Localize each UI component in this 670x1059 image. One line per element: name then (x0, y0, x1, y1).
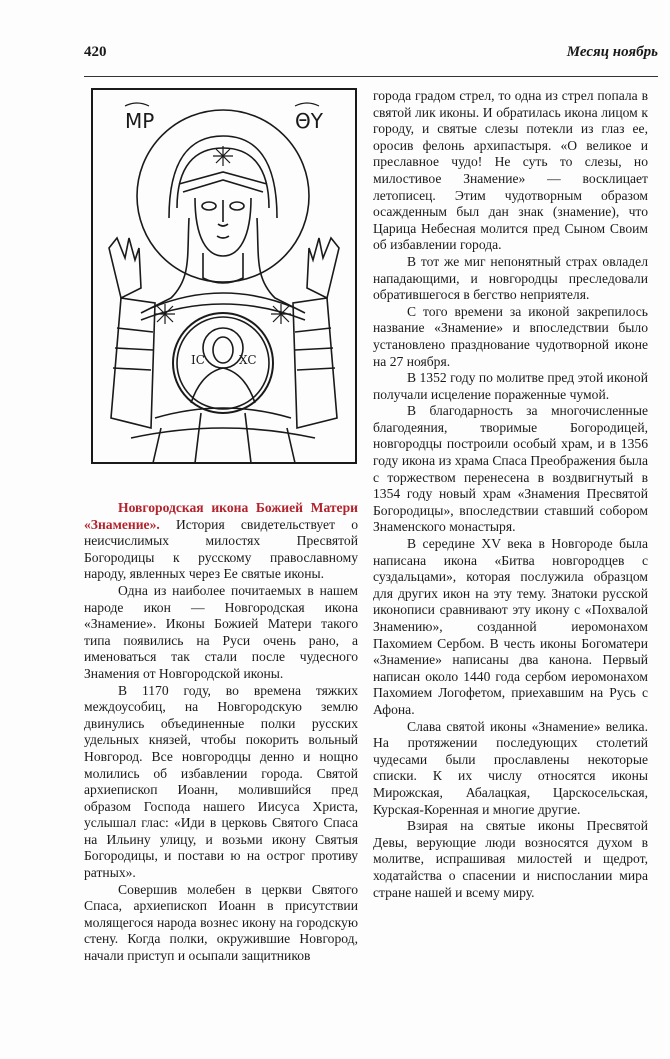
paragraph: Одна из наиболее почитаемых в нашем народе икон — Новгородская икона «Знамение». Иконы Божией Матери такого типа появились на Руси очень рано, а именоваться так стали после чудесного Знамения от Новгородской иконы. (84, 582, 358, 681)
paragraph: Взирая на святые иконы Пресвятой Девы, верующие люди возносятся духом в молитве, испрашивая милостей и щедрот, ходатайства о спасении и ниспослании мира стране нашей и всему миру. (373, 818, 648, 900)
paragraph: В тот же миг непонятный страх овладел нападающими, и новгородцы преследовали обратившегося в бегство неприятеля. (373, 253, 648, 303)
svg-text:IC: IC (191, 353, 205, 367)
svg-text:ΘΥ: ΘΥ (295, 109, 323, 133)
paragraph: С того времени за иконой закрепилось название «Знамение» и впоследствии было установлено празднование чудотворной иконе на 27 ноября. (373, 303, 648, 369)
paragraph: Совершив молебен в церкви Святого Спаса, архиепископ Иоанн в присутствии молящегося народа вознес икону на городскую стену. Когда полки, окружившие Новгород, начали приступ и осыпали защитников (84, 881, 358, 964)
paragraph: В благодарность за многочисленные благодеяния, творимые Богородицей, новгородцы построили особый храм, и в 1356 году икона из храма Спаса Преображения была с торжеством перенесена в воздвигнутый в 1354 году новый храм «Знамения Пресвятой Богородицы», впоследствии ставший собором Знаменского монастыря. (373, 403, 648, 535)
icon-illustration (91, 88, 357, 464)
paragraph: города градом стрел, то одна из стрел попала в святой лик иконы. И обратилась икона лицом к городу, и святые слезы потекли из глаз ее, оросив фелонь архипастыря. «О великое и преславное чудо! Не суть то слезы, но милостивое Знамение» — восклицает летописец. Этим чудотворным образом осажденным был дан знак (знамение), что Царица Небесная молится пред Сыном Своим об избавлении города. (373, 88, 648, 253)
page-number: 420 (84, 44, 107, 60)
running-title: Месяц ноябрь (566, 44, 658, 60)
left-column (84, 490, 358, 965)
svg-text:МР: МР (125, 109, 155, 133)
star-icon (213, 146, 233, 166)
paragraph: В 1170 году, во времена тяжких междоусобиц, на Новгородскую землю двинулись объединенные полки русских удельных князей, чтобы покорить вольный Новгород. Все новгородцы денно и нощно молились об избавлении города. Святой архиепископ Иоанн, молившийся пред образом Господа нашего Иисуса Христа, услышал глас: «Иди в церковь Святого Спаса на Ильину улицу, и возьми икону Святыя Богородицы, и постави ю на острог противу ратных». (84, 682, 358, 881)
paragraph: Слава святой иконы «Знамение» велика. На протяжении последующих столетий чудесами были прославлены некоторые списки. К их числу относятся иконы Мирожская, Абалацкая, Царскосельская, Курская-Коренная и многие другие. (373, 718, 648, 817)
right-column (373, 88, 648, 901)
svg-text:XC: XC (239, 353, 257, 367)
header-rule (84, 76, 658, 77)
paragraph: В середине XV века в Новгороде была написана икона «Битва новгородцев с суздальцами», которая послужила образцом для других икон на эту тему. Знатоки русской иконописи сравнивают эту икону с «Похвалой Знамению», созданной иеромонахом Пахомием Сербом. В честь иконы Богоматери «Знамение» написаны два канона. Первый написан около 1440 года сербом иеромонахом Пахомием Логофетом, приехавшим на Русь с Афона. (373, 536, 648, 717)
section-heading: Новгородская икона Божией Матери «Знамение». (84, 500, 358, 532)
section-lead (84, 500, 358, 583)
paragraph: В 1352 году по молитве пред этой иконой получали исцеление пораженные чумой. (373, 370, 648, 402)
theotokos-icon-drawing (91, 88, 357, 464)
paragraph: История свидетельствует о неисчислимых милостях Пресвятой Богородицы к русскому православному народу, явленных через Ее святые иконы. (84, 516, 358, 582)
